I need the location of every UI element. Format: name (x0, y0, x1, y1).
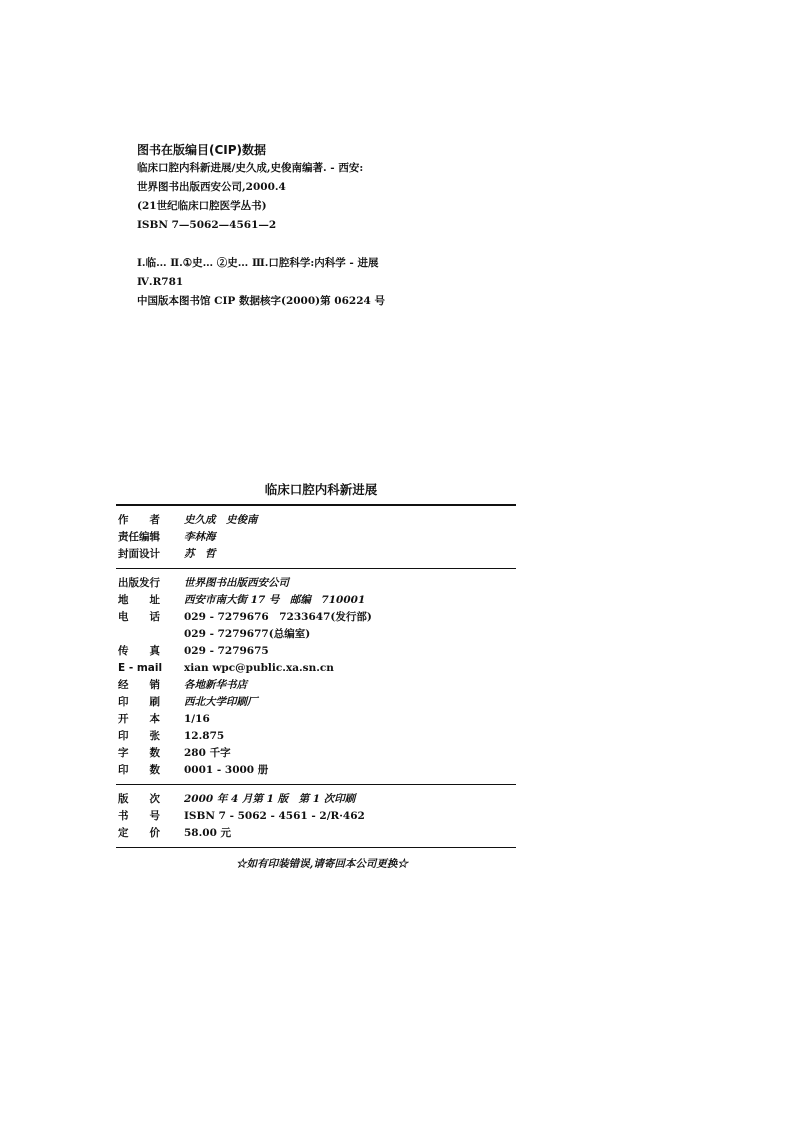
cip-classification-line: Ⅰ.临… Ⅱ.①史… ②史… Ⅲ.口腔科学:内科学 - 进展 (137, 257, 379, 269)
publishing-row (116, 762, 516, 779)
book-title: 临床口腔内科新进展 (264, 482, 378, 497)
colophon-block (116, 480, 516, 871)
publishing-value: 280 千字 (184, 747, 231, 759)
publishing-value: 029 - 7279676 7233647(发行部) (184, 611, 372, 623)
cip-classification-line: 中国版本图书馆 CIP 数据核字(2000)第 06224 号 (137, 295, 385, 307)
publishing-row (116, 660, 516, 677)
publishing-row (116, 609, 516, 626)
publishing-label: 传 真 (118, 645, 160, 657)
edition-value: 58.00 元 (184, 827, 232, 839)
publishing-value: 1/16 (184, 713, 210, 725)
publishing-value: 各地新华书店 (184, 679, 247, 691)
publishing-label: 电 话 (118, 611, 160, 623)
publishing-row (116, 694, 516, 711)
cip-line: 临床口腔内科新进展/史久成,史俊南编著. - 西安: (137, 162, 364, 174)
publishing-row (116, 677, 516, 694)
publishing-value: 029 - 7279677(总编室) (184, 628, 311, 640)
publishing-label: 字 数 (118, 747, 160, 759)
publishing-label: 印 张 (118, 730, 160, 742)
edition-label: 书 号 (118, 810, 160, 822)
publishing-row (116, 711, 516, 728)
edition-row (116, 825, 516, 842)
publishing-row (116, 728, 516, 745)
publishing-label: 印 数 (118, 764, 160, 776)
publishing-value: 西安市南大街 17 号 邮编 710001 (184, 594, 366, 606)
credit-value: 李林海 (184, 531, 216, 543)
publishing-label: 经 销 (118, 679, 160, 691)
publishing-label: 印 刷 (118, 696, 160, 708)
credit-value: 苏 哲 (184, 548, 216, 560)
edition-label: 版 次 (118, 793, 160, 805)
edition-value: ISBN 7 - 5062 - 4561 - 2/R·462 (184, 810, 365, 822)
publishing-label: E - mail (118, 662, 163, 674)
publishing-value: 世界图书出版西安公司 (184, 577, 289, 589)
publishing-label: 地 址 (118, 594, 160, 606)
cip-heading: 图书在版编目(CIP)数据 (137, 143, 267, 157)
publishing-value: 0001 - 3000 册 (184, 764, 269, 776)
cip-line: 世界图书出版西安公司,2000.4 (137, 181, 286, 193)
cip-data-block (137, 141, 537, 311)
credit-row (116, 512, 516, 529)
divider (116, 847, 516, 848)
publishing-row (116, 745, 516, 762)
publishing-label: 出版发行 (118, 577, 160, 589)
credit-row (116, 529, 516, 546)
edition-value: 2000 年 4 月第 1 版 第 1 次印刷 (184, 793, 356, 805)
publishing-row (116, 575, 516, 592)
credit-row (116, 546, 516, 563)
cip-line: (21世纪临床口腔医学丛书) (137, 200, 267, 212)
credit-label: 作 者 (118, 514, 160, 526)
publishing-value: 西北大学印刷厂 (184, 696, 258, 708)
edition-section (116, 785, 516, 847)
credits-section (116, 506, 516, 568)
publishing-row (116, 643, 516, 660)
edition-label: 定 价 (118, 827, 160, 839)
credit-label: 责任编辑 (118, 531, 160, 543)
edition-row (116, 791, 516, 808)
credit-value: 史久成 史俊南 (184, 514, 258, 526)
cip-classification-line: Ⅳ.R781 (137, 276, 184, 288)
cip-spacer (137, 235, 537, 254)
publishing-value: 12.875 (184, 730, 225, 742)
replacement-notice: ☆如有印装错误,请寄回本公司更换☆ (236, 858, 408, 870)
publishing-row (116, 626, 516, 643)
publishing-row (116, 592, 516, 609)
credit-label: 封面设计 (118, 548, 160, 560)
publishing-value: 029 - 7279675 (184, 645, 269, 657)
publishing-value: xian wpc@public.xa.sn.cn (184, 662, 334, 674)
publishing-section (116, 569, 516, 784)
edition-row (116, 808, 516, 825)
publishing-label: 开 本 (118, 713, 160, 725)
cip-line: ISBN 7—5062—4561—2 (137, 219, 277, 231)
